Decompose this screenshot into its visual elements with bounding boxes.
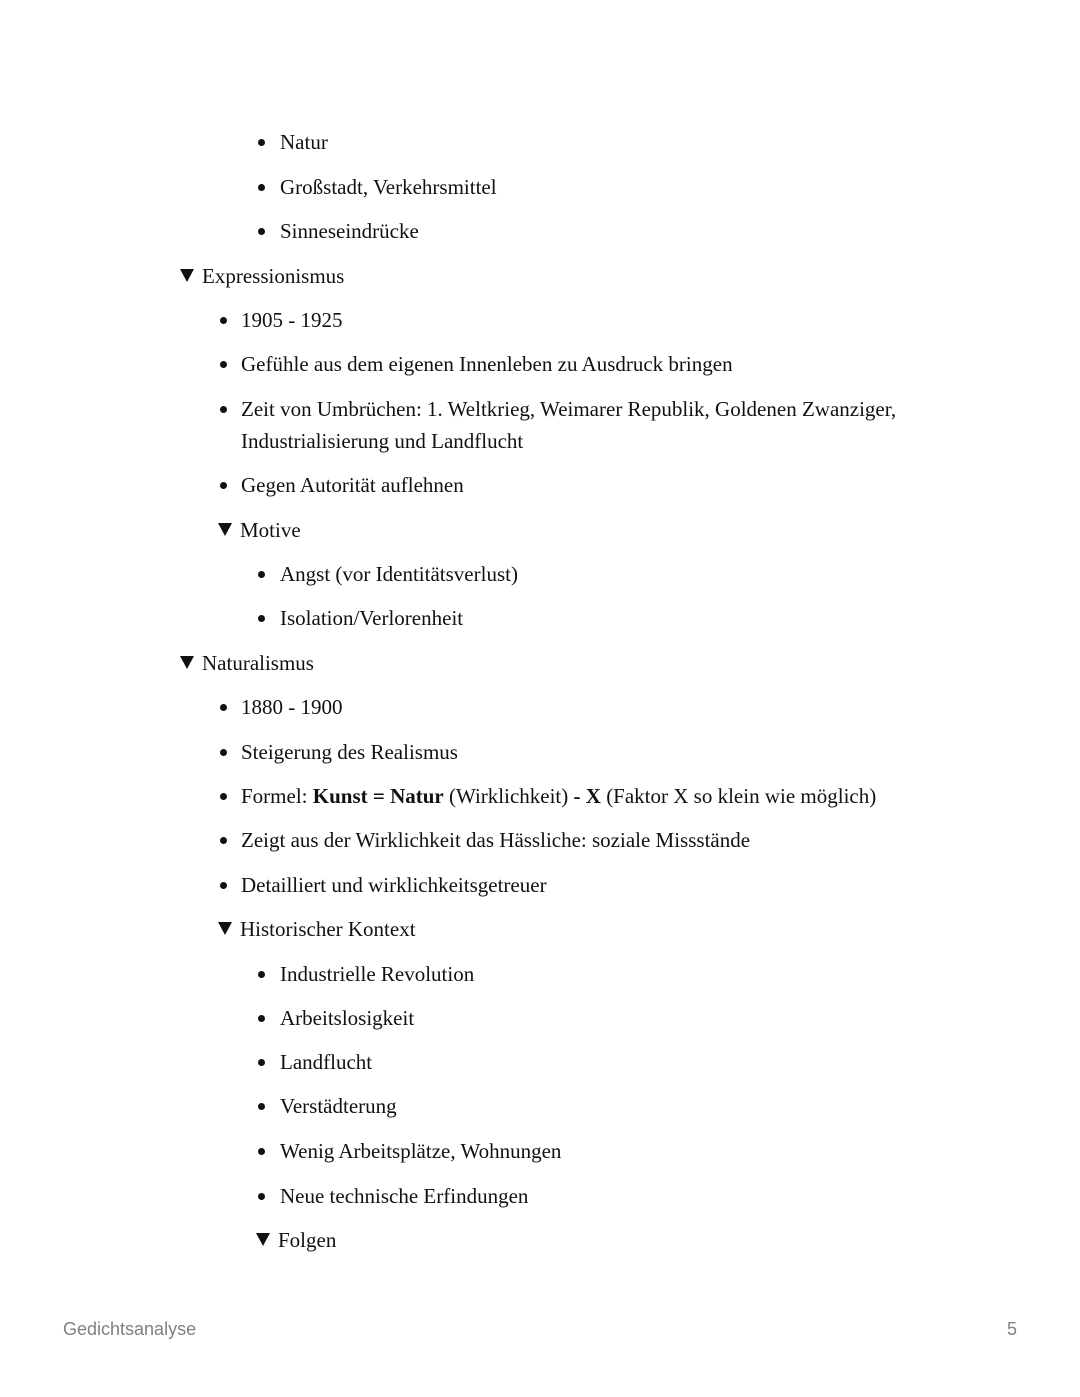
list-item — [220, 692, 343, 723]
list-item-text: 1880 - 1900 — [241, 695, 343, 719]
list-item — [258, 216, 419, 247]
list-item-text: Natur — [280, 130, 328, 154]
toggle-naturalismus[interactable]: Naturalismus — [202, 651, 314, 675]
list-item-text: Verstädterung — [280, 1094, 397, 1118]
list-item-text: Steigerung des Realismus — [241, 740, 458, 764]
formel-bold: - X — [573, 784, 601, 808]
list-item — [258, 1091, 397, 1122]
list-item-text: Großstadt, Verkehrsmittel — [280, 175, 497, 199]
toggle-triangle-icon[interactable] — [256, 1233, 270, 1246]
list-item-text: Zeit von Umbrüchen: 1. Weltkrieg, Weimarer Republik, Goldenen Zwanziger, — [241, 397, 897, 421]
formel-prefix: Formel: — [241, 784, 313, 808]
list-item-text: Landflucht — [280, 1050, 373, 1074]
formel-mid: (Wirklichkeit) — [443, 784, 574, 808]
list-item-continuation: Industrialisierung und Landflucht — [241, 429, 524, 453]
list-item — [258, 1181, 528, 1212]
list-item — [220, 781, 876, 812]
list-item — [258, 1047, 372, 1078]
toggle-expressionismus[interactable]: Expressionismus — [202, 264, 345, 288]
list-item — [258, 172, 497, 203]
toggle-triangle-icon[interactable] — [218, 922, 232, 935]
toggle-triangle-icon[interactable] — [180, 656, 194, 669]
toggle-motive[interactable]: Motive — [240, 518, 301, 542]
list-item — [220, 870, 547, 901]
list-item-text: Wenig Arbeitsplätze, Wohnungen — [280, 1139, 562, 1163]
toggle-folgen[interactable]: Folgen — [278, 1228, 337, 1252]
toggle-triangle-icon[interactable] — [218, 523, 232, 536]
list-item — [258, 1136, 561, 1167]
list-item-text: Industrielle Revolution — [280, 962, 475, 986]
list-item-text: Isolation/Verlorenheit — [280, 606, 464, 630]
list-item — [258, 127, 328, 158]
footer-page-number: 5 — [1006, 1319, 1017, 1339]
list-item — [220, 825, 750, 856]
list-item-text: Angst (vor Identitätsverlust) — [280, 562, 518, 586]
list-item-text: Zeigt aus der Wirklichkeit das Hässliche: soziale Missstände — [241, 828, 751, 852]
formel-suffix: (Faktor X so klein wie möglich) — [600, 784, 877, 808]
list-item-text: Gefühle aus dem eigenen Innenleben zu Ausdruck bringen — [241, 352, 733, 376]
list-item — [220, 349, 733, 380]
list-item — [258, 959, 474, 990]
list-item-text: 1905 - 1925 — [241, 308, 343, 332]
list-item — [220, 305, 343, 336]
list-item — [258, 559, 518, 590]
list-item-text: Gegen Autorität auflehnen — [241, 473, 464, 497]
toggle-historischer-kontext[interactable]: Historischer Kontext — [240, 917, 416, 941]
list-item-text: Neue technische Erfindungen — [280, 1184, 529, 1208]
list-item — [220, 394, 896, 425]
footer-doc-title: Gedichtsanalyse — [63, 1319, 197, 1339]
list-item — [258, 1003, 414, 1034]
formel-bold: Kunst = Natur — [312, 784, 444, 808]
list-item-text: Arbeitslosigkeit — [280, 1006, 415, 1030]
list-item-text: Detailliert und wirklichkeitsgetreuer — [241, 873, 547, 897]
toggle-triangle-icon[interactable] — [180, 269, 194, 282]
list-item — [220, 737, 458, 768]
list-item — [220, 470, 464, 501]
list-item — [258, 603, 463, 634]
list-item-text: Sinneseindrücke — [280, 219, 419, 243]
